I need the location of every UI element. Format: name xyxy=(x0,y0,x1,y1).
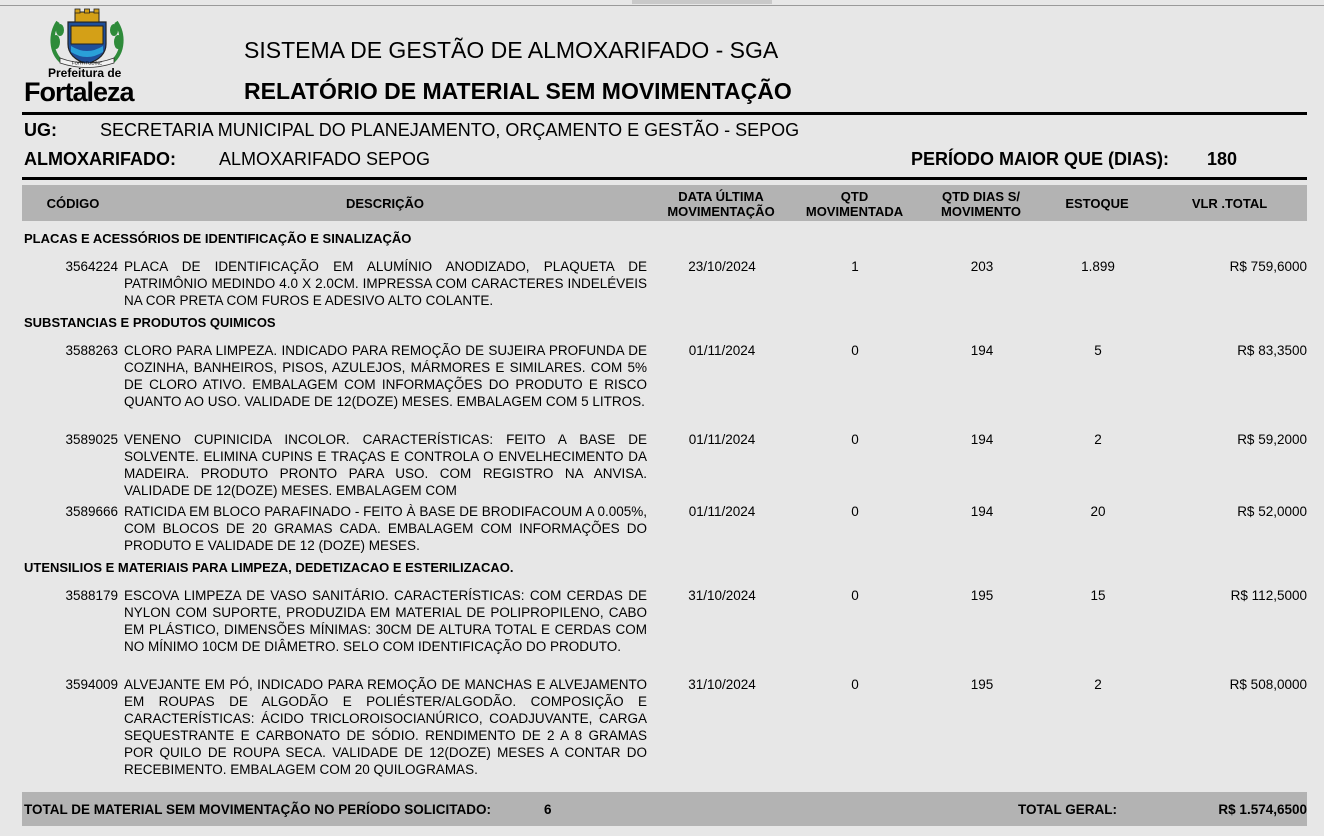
grand-total-value: R$ 1.574,6500 xyxy=(1218,802,1307,817)
row-total: R$ 52,0000 xyxy=(1237,504,1307,519)
row-description: VENENO CUPINICIDA INCOLOR. CARACTERÍSTICAS: FEITO A BASE DE SOLVENTE. ELIMINA CUPINS E TRAÇAS E CONTROLA O ENVELHECIMENTO DA MADEIRA. PRODUTO PRONTO PARA USO. COM REGISTRO NA ANVISA. VALIDADE DE 12(DOZE) MESES. EMBALAGEM COM xyxy=(124,432,647,498)
scroll-tab[interactable] xyxy=(632,0,772,4)
prefeitura-label: Prefeitura de xyxy=(48,66,122,80)
city-crest-icon xyxy=(48,8,126,68)
row-qty: 0 xyxy=(851,432,859,447)
system-title: SISTEMA DE GESTÃO DE ALMOXARIFADO - SGA xyxy=(244,37,779,63)
col-header-code: CÓDIGO xyxy=(46,196,100,211)
col-header-days: QTD DIAS S/ MOVIMENTO xyxy=(941,189,1021,219)
row-qty: 0 xyxy=(851,504,859,519)
category-header: UTENSILIOS E MATERIAIS PARA LIMPEZA, DEDETIZACAO E ESTERILIZACAO. xyxy=(24,560,514,575)
row-total: R$ 59,2000 xyxy=(1237,432,1307,447)
total-items-label: TOTAL DE MATERIAL SEM MOVIMENTAÇÃO NO PERÍODO SOLICITADO: xyxy=(24,802,492,817)
row-description: RATICIDA EM BLOCO PARAFINADO - FEITO À BASE DE BRODIFACOUM A 0.005%, COM BLOCOS DE 20 GRAMAS CADA. EMBALAGEM COM INFORMAÇÕES DO PRODUTO E VALIDADE DE 12 (DOZE) MESES. xyxy=(124,504,647,553)
category-header: PLACAS E ACESSÓRIOS DE IDENTIFICAÇÃO E SINALIZAÇÃO xyxy=(24,231,412,246)
almoxarifado-value: ALMOXARIFADO SEPOG xyxy=(219,149,431,169)
category-header: SUBSTANCIAS E PRODUTOS QUIMICOS xyxy=(24,315,276,330)
row-code: 3594009 xyxy=(65,677,118,692)
col-header-stock: ESTOQUE xyxy=(1065,196,1129,211)
info-rule xyxy=(22,177,1307,180)
row-date: 01/11/2024 xyxy=(688,343,756,358)
row-date: 31/10/2024 xyxy=(688,677,756,692)
row-stock: 20 xyxy=(1090,504,1106,519)
row-qty: 0 xyxy=(851,677,859,692)
prefeitura-logo xyxy=(22,6,162,107)
window-top-border xyxy=(0,5,1324,6)
row-date: 31/10/2024 xyxy=(688,588,756,603)
row-days: 194 xyxy=(970,343,994,358)
col-header-qty: QTD MOVIMENTADA xyxy=(805,189,904,219)
row-date: 01/11/2024 xyxy=(688,504,756,519)
row-stock: 1.899 xyxy=(1081,259,1115,274)
row-days: 195 xyxy=(970,588,994,603)
row-description: CLORO PARA LIMPEZA. INDICADO PARA REMOÇÃO DE SUJEIRA PROFUNDA DE COZINHA, BANHEIROS, PISOS, AZULEJOS, MÁRMORES E SIMILARES. COM 5% DE CLORO ATIVO. EMBALAGEM COM INFORMAÇÕES DO PRODUTO E RISCO QUANTO AO USO. VALIDADE DE 12(DOZE) MESES. EMBALAGEM COM 5 LITROS. xyxy=(124,343,647,409)
ug-value: SECRETARIA MUNICIPAL DO PLANEJAMENTO, ORÇAMENTO E GESTÃO - SEPOG xyxy=(100,120,800,140)
period-value: 180 xyxy=(1207,149,1238,169)
col-header-description: DESCRIÇÃO xyxy=(345,196,424,211)
row-days: 195 xyxy=(970,677,994,692)
row-days: 194 xyxy=(970,504,994,519)
period-label: PERÍODO MAIOR QUE (DIAS): xyxy=(911,149,1170,169)
row-code: 3588263 xyxy=(65,343,118,358)
row-total: R$ 759,6000 xyxy=(1229,259,1307,274)
table-header xyxy=(22,185,1307,221)
report-title: RELATÓRIO DE MATERIAL SEM MOVIMENTAÇÃO xyxy=(244,78,792,104)
row-code: 3588179 xyxy=(65,588,118,603)
totals-bar xyxy=(22,792,1307,826)
row-days: 194 xyxy=(970,432,994,447)
row-total: R$ 112,5000 xyxy=(1230,588,1307,603)
col-header-total: VLR .TOTAL xyxy=(1191,196,1268,211)
row-date: 23/10/2024 xyxy=(688,259,756,274)
row-stock: 2 xyxy=(1094,677,1102,692)
almoxarifado-label: ALMOXARIFADO: xyxy=(24,149,176,169)
header-rule xyxy=(22,112,1307,115)
row-description: ALVEJANTE EM PÓ, INDICADO PARA REMOÇÃO DE MANCHAS E ALVEJAMENTO EM ROUPAS DE ALGODÃO E POLIÉSTER/ALGODÃO. COMPOSIÇÃO E CARACTERÍSTICAS: ÁCIDO TRICLOROISOCIANÚRICO, COADJUVANTE, CARGA SEQUESTRANTE E CARBONATO DE SÓDIO. RENDIMENTO DE 2 A 8 GRAMAS POR QUILO DE ROUPA SECA. VALIDADE DE 12(DOZE) MESES A CONTAR DO RECEBIMENTO. EMBALAGEM COM 20 QUILOGRAMAS. xyxy=(124,677,647,777)
row-stock: 5 xyxy=(1094,343,1102,358)
svg-text:FORTITUDINE: FORTITUDINE xyxy=(71,60,103,66)
row-stock: 2 xyxy=(1094,432,1102,447)
row-total: R$ 83,3500 xyxy=(1237,343,1307,358)
row-stock: 15 xyxy=(1090,588,1106,603)
row-qty: 1 xyxy=(851,259,859,274)
row-code: 3589666 xyxy=(65,504,118,519)
row-days: 203 xyxy=(970,259,994,274)
row-date: 01/11/2024 xyxy=(688,432,756,447)
ug-label: UG: xyxy=(24,120,57,140)
row-description: PLACA DE IDENTIFICAÇÃO EM ALUMÍNIO ANODIZADO, PLAQUETA DE PATRIMÔNIO MEDINDO 4.0 X 2.0CM. IMPRESSA COM CARACTERES INDELÉVEIS NA COR PRETA COM FUROS E ADESIVO ALTO COLANTE. xyxy=(124,259,647,308)
total-items-value: 6 xyxy=(544,802,552,817)
row-qty: 0 xyxy=(851,343,859,358)
row-description: ESCOVA LIMPEZA DE VASO SANITÁRIO. CARACTERÍSTICAS: COM CERDAS DE NYLON COM SUPORTE, PRODUZIDA EM MATERIAL DE POLIPROPILENO, CABO EM PLÁSTICO, DIMENSÕES MÍNIMAS: 30CM DE ALTURA TOTAL E CERDAS COM NO MÍNIMO 10CM DE DIÂMETRO. SELO COM IDENTIFICAÇÃO DO PRODUTO. xyxy=(124,588,647,654)
row-total: R$ 508,0000 xyxy=(1229,677,1307,692)
row-code: 3564224 xyxy=(65,259,118,274)
city-name: Fortaleza xyxy=(24,77,134,107)
row-code: 3589025 xyxy=(65,432,118,447)
grand-total-label: TOTAL GERAL: xyxy=(1018,802,1117,817)
col-header-date: DATA ÚLTIMA MOVIMENTAÇÃO xyxy=(667,189,775,219)
row-qty: 0 xyxy=(851,588,859,603)
